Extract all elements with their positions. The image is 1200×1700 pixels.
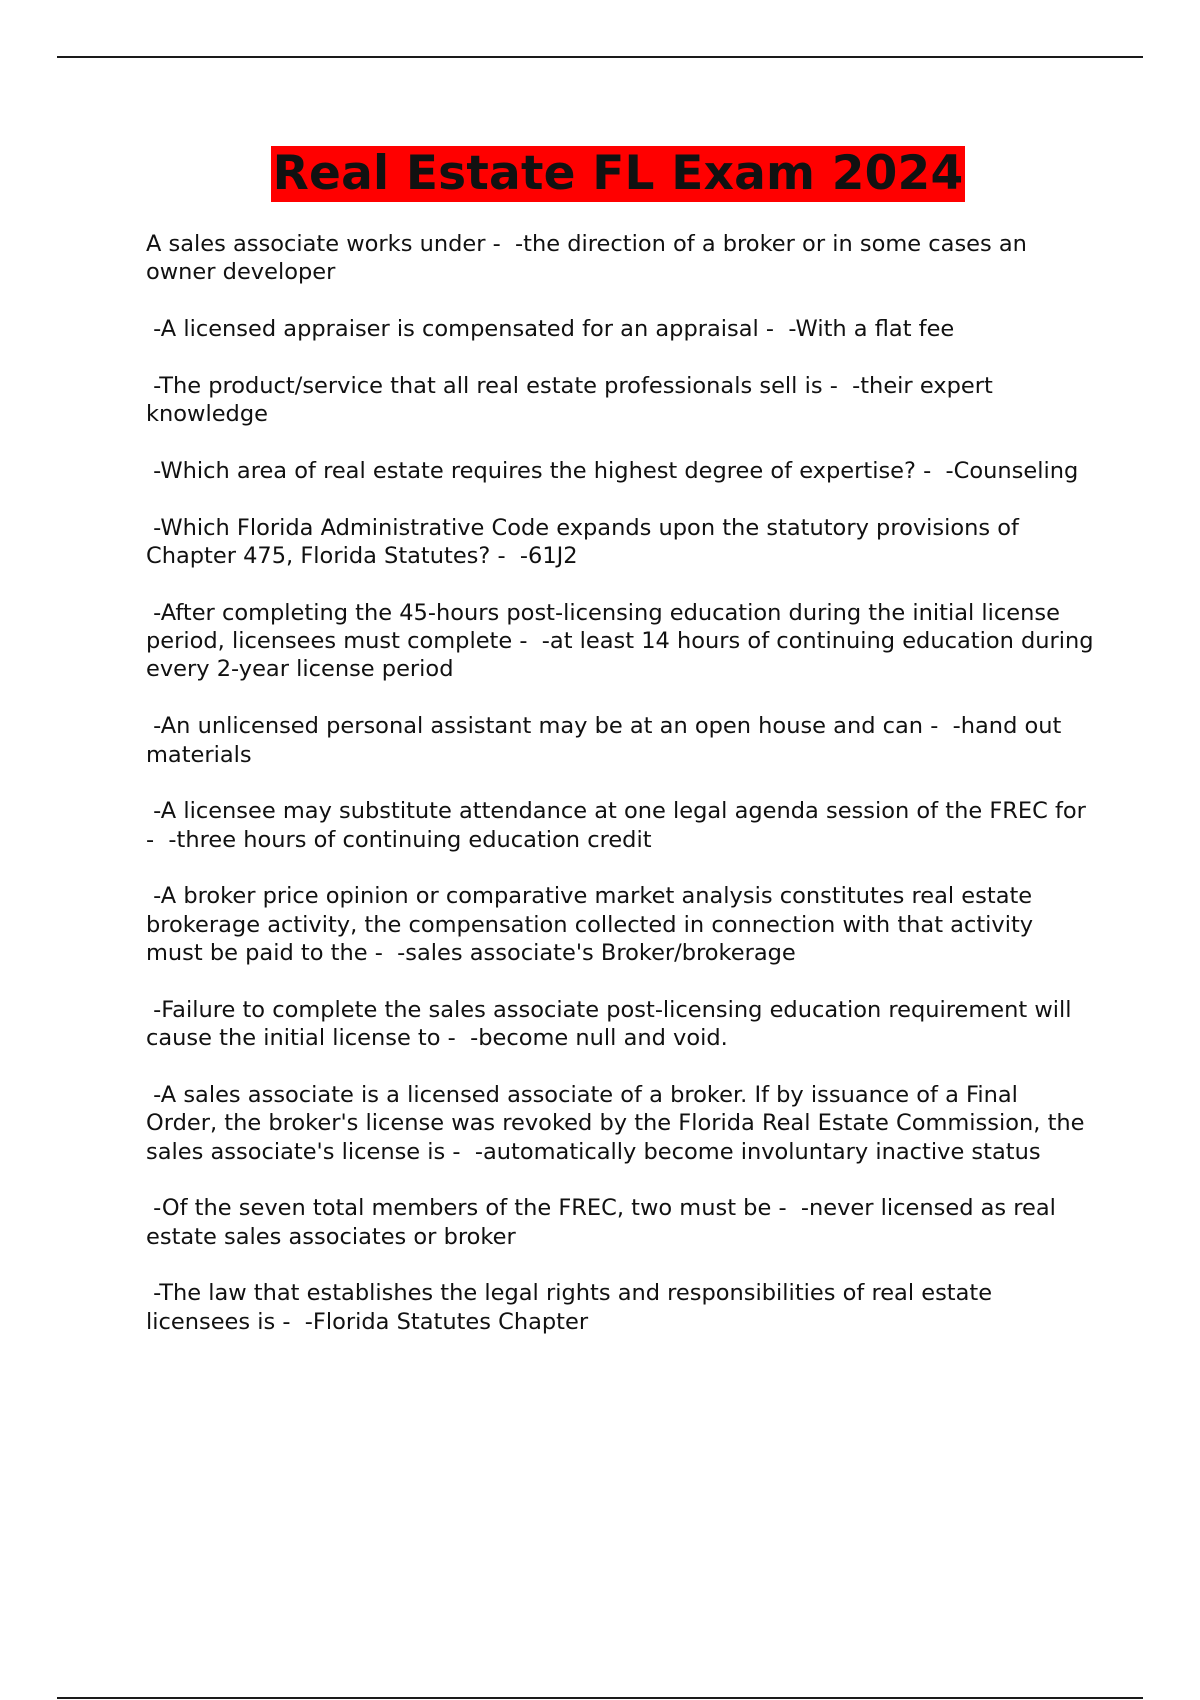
qa-item: -Which area of real estate requires the highest degree of expertise? - -Counseling [146, 457, 1079, 484]
qa-item: -A broker price opinion or comparative market analysis constitutes real estate brokerage activity, the compensation collected in connection with that activity must be paid to the - -sales associate's Broker/brokerage [146, 883, 1041, 967]
qa-item: -A sales associate is a licensed associate of a broker. If by issuance of a Final Order, the broker's license was revoked by the Florida Real Estate Commission, the sales associate's license is - -automatically become involuntary inactive status [146, 1081, 1092, 1165]
qa-item: -After completing the 45-hours post-licensing education during the initial license period, licensees must complete - -at least 14 hours of continuing education during every 2-year license period [146, 599, 1101, 683]
footer-rule [57, 1697, 1143, 1699]
qa-list [146, 230, 1101, 1365]
qa-item: -Failure to complete the sales associate post-licensing education requirement will cause the initial license to - -become null and void. [146, 996, 1079, 1052]
qa-item: -An unlicensed personal assistant may be at an open house and can - -hand out materials [146, 713, 1069, 768]
header-rule [57, 56, 1143, 58]
qa-item: -The law that establishes the legal rights and responsibilities of real estate licensees is - -Florida Statutes Chapter [146, 1280, 1000, 1335]
qa-item: -The product/service that all real estate professionals sell is - -their expert knowledge [146, 372, 1000, 428]
title-container [0, 146, 1200, 202]
page-title: Real Estate FL Exam 2024 [272, 146, 964, 201]
qa-item: -A licensed appraiser is compensated for an appraisal - -With a flat fee [146, 316, 955, 343]
qa-item: A sales associate works under - -the direction of a broker or in some cases an owner developer [146, 231, 1035, 286]
qa-item: -A licensee may substitute attendance at one legal agenda session of the FREC for - -three hours of continuing education credit [146, 798, 1094, 853]
qa-item: -Which Florida Administrative Code expands upon the statutory provisions of Chapter 475, Florida Statutes? - -61J2 [146, 514, 1027, 570]
qa-item: -Of the seven total members of the FREC, two must be - -never licensed as real estate sales associates or broker [146, 1195, 1064, 1250]
